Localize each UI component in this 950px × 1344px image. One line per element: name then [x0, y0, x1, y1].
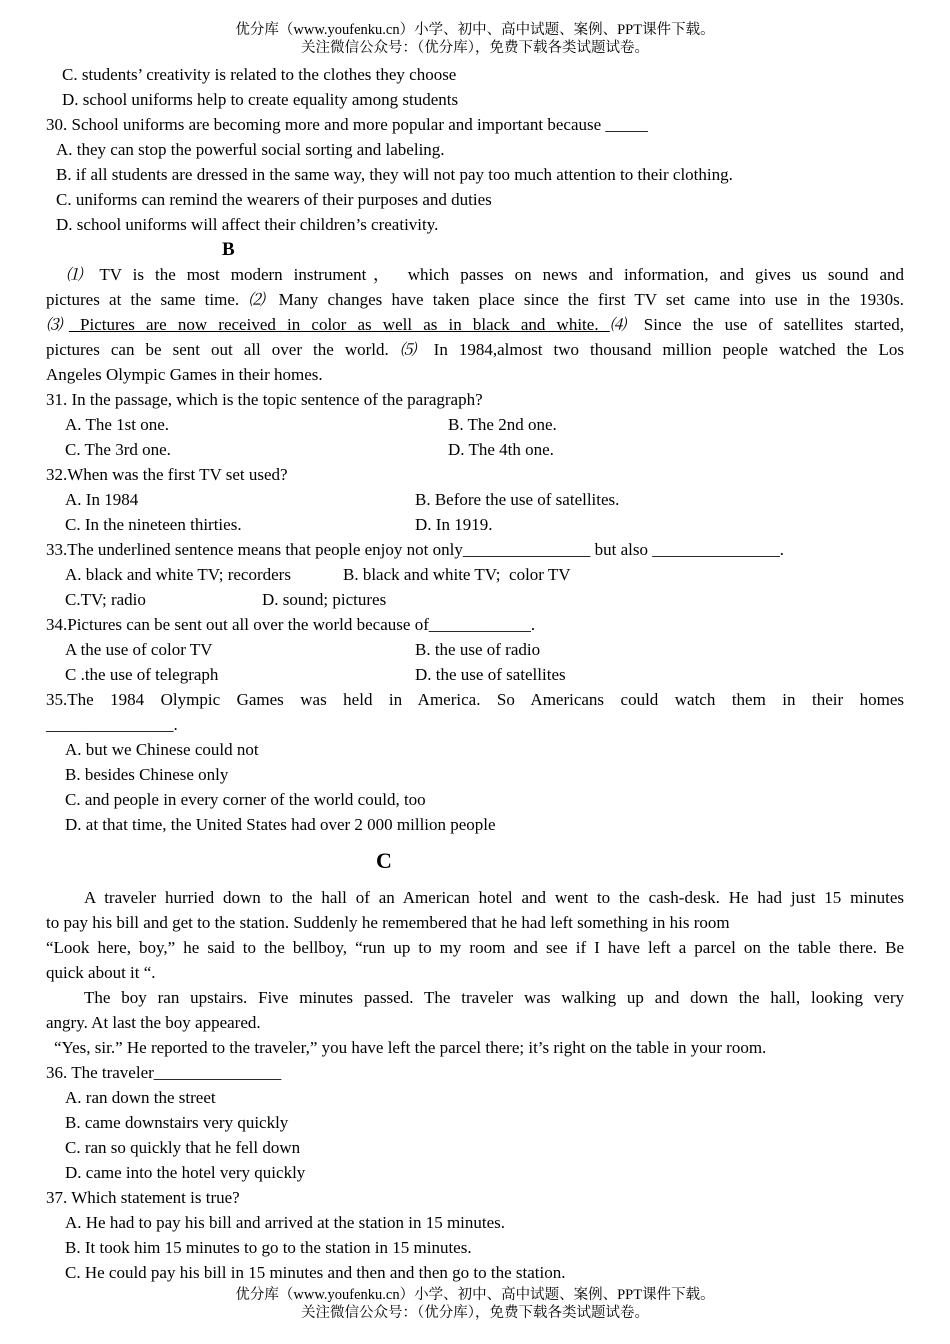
q30-stem: 30. School uniforms are becoming more and more popular and important because _____	[46, 115, 648, 134]
q34-option-a: A the use of color TV	[65, 640, 213, 659]
q32-option-a: A. In 1984	[65, 490, 139, 509]
sentence-number-4: ⑷	[609, 317, 633, 334]
section-b-line-2	[46, 287, 904, 312]
q34-option-b: B. the use of radio	[415, 640, 541, 659]
q35-stem: 35.The 1984 Olympic Games was held in America. So Americans could watch them in their homes	[46, 690, 904, 709]
sentence-1-end: pictures at the same time.	[46, 290, 249, 309]
passage-c-p1-line-2: to pay his bill and get to the station. Suddenly he remembered that he had left something in his room	[46, 913, 730, 932]
q36-stem: 36. The traveler_______________	[46, 1063, 282, 1082]
section-b-title: B	[222, 239, 235, 260]
q33-stem: 33.The underlined sentence means that people enjoy not only_______________ but also _______________.	[46, 540, 784, 559]
page-footer-line-1: 优分库（www.youfenku.cn）小学、初中、高中试题、案例、PPT课件下载。	[235, 1287, 715, 1303]
q29-option-c: C. students’ creativity is related to the clothes they choose	[62, 65, 457, 84]
q31-option-d: D. The 4th one.	[448, 440, 554, 459]
q35-option-b: B. besides Chinese only	[65, 765, 229, 784]
sentence-number-2: ⑵	[248, 292, 270, 309]
sentence-number-3: ⑶	[46, 317, 69, 334]
q33-option-a: A. black and white TV; recorders	[65, 565, 291, 584]
q31-option-a: A. The 1st one.	[65, 415, 170, 434]
sentence-number-1: ⑴	[66, 267, 89, 284]
sentence-2: Many changes have taken place since the first TV set came into use in the 1930s.	[269, 290, 904, 309]
q30-option-c: C. uniforms can remind the wearers of their purposes and duties	[56, 190, 492, 209]
section-b-line-4	[46, 337, 904, 362]
passage-c-p2-line-1: “Look here, boy,” he said to the bellboy, “run up to my room and see if I have left a parcel on the table there. Be	[46, 938, 904, 957]
passage-c-p2-line-2: quick about it “.	[46, 963, 156, 982]
q37-option-c: C. He could pay his bill in 15 minutes and then and then go to the station.	[65, 1263, 566, 1282]
sentence-4-end: pictures can be sent out all over the world.	[46, 340, 400, 359]
q36-option-c: C. ran so quickly that he fell down	[65, 1138, 301, 1157]
q33-option-c: C.TV; radio	[65, 590, 146, 609]
q30-option-d: D. school uniforms will affect their children’s creativity.	[56, 215, 439, 234]
q34-stem: 34.Pictures can be sent out all over the world because of____________.	[46, 615, 536, 634]
q36-option-a: A. ran down the street	[65, 1088, 216, 1107]
section-b-line-1	[66, 262, 904, 287]
q31-option-b: B. The 2nd one.	[448, 415, 557, 434]
q30-option-b: B. if all students are dressed in the same way, they will not pay too much attention to their clothing.	[56, 165, 733, 184]
q35-option-d: D. at that time, the United States had over 2 000 million people	[65, 815, 496, 834]
q29-option-d: D. school uniforms help to create equality among students	[62, 90, 459, 109]
q31-stem: 31. In the passage, which is the topic sentence of the paragraph?	[46, 390, 483, 409]
q32-option-b: B. Before the use of satellites.	[415, 490, 620, 509]
sentence-4: Since the use of satellites started,	[632, 315, 904, 334]
sentence-1: TV is the most modern instrument， which passes on news and information, and gives us sound and	[88, 265, 904, 284]
q36-option-d: D. came into the hotel very quickly	[65, 1163, 306, 1182]
q30-option-a: A. they can stop the powerful social sorting and labeling.	[56, 140, 445, 159]
passage-c-p1-line-1: A traveler hurried down to the hall of an American hotel and went to the cash-desk. He had just 15 minutes	[84, 888, 904, 907]
q31-option-c: C. The 3rd one.	[65, 440, 171, 459]
passage-c-p3-line-1: The boy ran upstairs. Five minutes passed. The traveler was walking up and down the hall, looking very	[84, 988, 904, 1007]
page-header-line-1: 优分库（www.youfenku.cn）小学、初中、高中试题、案例、PPT课件下载。	[235, 22, 715, 38]
sentence-5: In 1984,almost two thousand million people watched the Los	[422, 340, 904, 359]
q32-option-c: C. In the nineteen thirties.	[65, 515, 242, 534]
q34-option-d: D. the use of satellites	[415, 665, 566, 684]
q37-option-a: A. He had to pay his bill and arrived at the station in 15 minutes.	[65, 1213, 506, 1232]
q37-option-b: B. It took him 15 minutes to go to the station in 15 minutes.	[65, 1238, 472, 1257]
passage-c-p3-line-2: angry. At last the boy appeared.	[46, 1013, 261, 1032]
q35-stem-blank: _______________.	[46, 715, 178, 734]
q32-option-d: D. In 1919.	[415, 515, 493, 534]
passage-c-p4: “Yes, sir.” He reported to the traveler,” you have left the parcel there; it’s right on the table in your room.	[54, 1038, 767, 1057]
section-c-title: C	[376, 848, 392, 873]
q33-option-d: D. sound; pictures	[262, 590, 387, 609]
page-header-line-2: 关注微信公众号：（优分库），免费下载各类试题试卷。	[301, 40, 649, 56]
q33-option-b: B. black and white TV; color TV	[343, 565, 571, 584]
q35-option-c: C. and people in every corner of the world could, too	[65, 790, 426, 809]
section-b-line-3	[46, 312, 904, 337]
underlined-sentence-3: Pictures are now received in color as well as in black and white.	[68, 315, 610, 334]
q34-option-c: C .the use of telegraph	[65, 665, 219, 684]
q36-option-b: B. came downstairs very quickly	[65, 1113, 289, 1132]
sentence-number-5: ⑸	[399, 342, 423, 359]
q37-stem: 37. Which statement is true?	[46, 1188, 240, 1207]
page-footer-line-2: 关注微信公众号：（优分库），免费下载各类试题试卷。	[301, 1305, 649, 1321]
section-b-line-5: Angeles Olympic Games in their homes.	[46, 365, 323, 384]
q32-stem: 32.When was the first TV set used?	[46, 465, 288, 484]
q35-option-a: A. but we Chinese could not	[65, 740, 259, 759]
